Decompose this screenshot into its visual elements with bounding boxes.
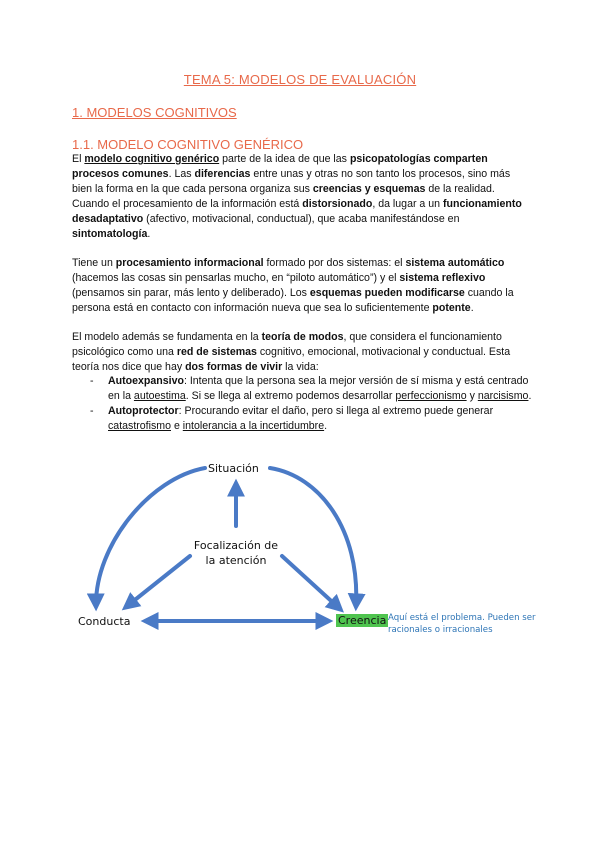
page-title: TEMA 5: MODELOS DE EVALUACIÓN (183, 72, 417, 87)
node-conducta: Conducta (78, 615, 131, 628)
paragraph-2: Tiene un procesamiento informacional formado por dos sistemas: el sistema automático (hacemos las cosas sin pensarlas mucho, en “piloto automático”) y el sistema reflexivo (pensamos sin parar, más lento y deliberado). Los esquemas pueden modificarse cuando la persona está en contacto con información nueva que sea lo suficientemente potente. (72, 257, 514, 314)
node-creencia: Creencia (338, 614, 387, 627)
arrow-focalizacion-to-creencia (282, 556, 340, 609)
arrow-focalizacion-to-conducta (126, 556, 190, 607)
subsection-heading: 1.1. MODELO COGNITIVO GENÉRICO (72, 137, 304, 152)
list-item: - Autoprotector: Procurando evitar el daño, pero si llega al extremo puede generar catastrofismo e intolerancia a la incertidumbre. (90, 405, 494, 432)
diagram-note: Aquí está el problema. Pueden ser racionales o irracionales (388, 613, 536, 635)
paragraph-1: El modelo cognitivo genérico parte de la idea de que las psicopatologías comparten procesos comunes. Las diferencias entre unas y otras no son tanto los procesos, sino más bien la forma en la que cada persona organiza sus creencias y esquemas de la realidad. Cuando el procesamiento de la información está distorsionado, da lugar a un funcionamiento desadaptativo (afectivo, motivacional, conductual), que acaba manifestándose en sintomatología. (72, 153, 522, 240)
paragraph-3: El modelo además se fundamenta en la teoría de modos, que considera el funcionamiento psicológico como una red de sistemas cognitivo, emocional, motivacional y conductual. Esta teoría nos dice que hay dos formas de vivir la vida: (72, 331, 511, 373)
node-situacion: Situación (208, 462, 259, 475)
list-item: - Autoexpansivo: Intenta que la persona sea la mejor versión de sí misma y está centrado en la autoestima. Si se llega al extremo podemos desarrollar perfeccionismo y narcisismo. (90, 375, 532, 402)
node-focalizacion: Focalización de la atención (193, 539, 279, 567)
section-heading: 1. MODELOS COGNITIVOS (72, 105, 237, 120)
